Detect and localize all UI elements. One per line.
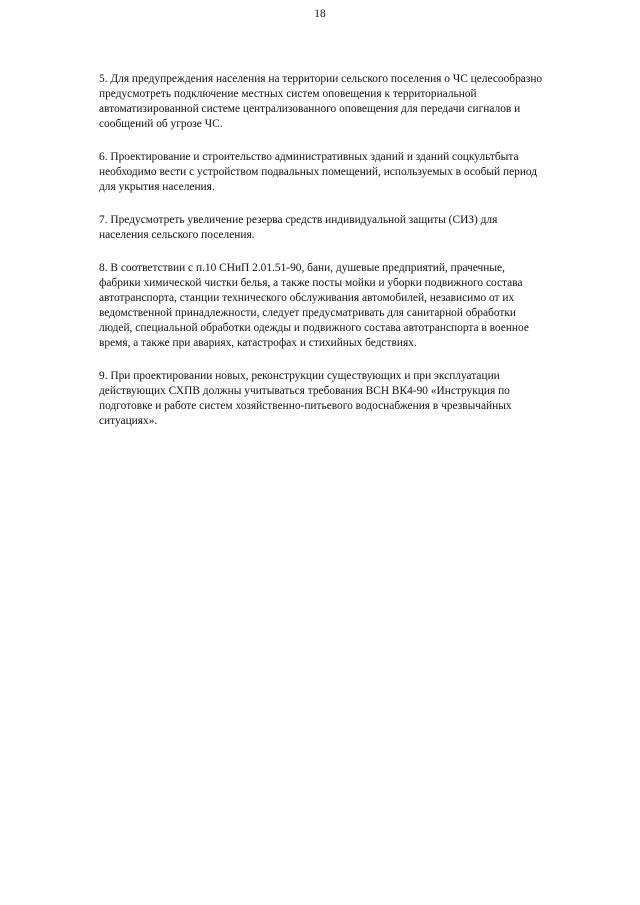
paragraph-item-7 <box>99 213 577 243</box>
text-line: фабрики химической чистки белья, а также посты мойки и уборки подвижного состава <box>99 277 523 289</box>
text-line: подготовке и работе систем хозяйственно-питьевого водоснабжения в чрезвычайных <box>99 400 512 412</box>
text-line: время, а также при авариях, катастрофах и стихийных бедствиях. <box>99 337 417 349</box>
text-line: 6. Проектирование и строительство административных зданий и зданий соцкультбыта <box>99 151 519 163</box>
paragraph-item-5 <box>99 72 577 132</box>
text-line: предусмотреть подключение местных систем оповещения к территориальной <box>99 88 477 100</box>
text-line: 7. Предусмотреть увеличение резерва средств индивидуальной защиты (СИЗ) для <box>99 214 498 226</box>
page-number: 18 <box>314 8 326 20</box>
document-body <box>99 72 577 447</box>
text-line: людей, специальной обработки одежды и подвижного состава автотранспорта в военное <box>99 322 529 334</box>
text-line: 8. В соответствии с п.10 СНиП 2.01.51-90, бани, душевые предприятий, прачечные, <box>99 262 505 274</box>
text-line: автотранспорта, станции технического обслуживания автомобилей, независимо от их <box>99 292 515 304</box>
text-line: автоматизированной системе централизованного оповещения для передачи сигналов и <box>99 103 521 115</box>
paragraph-item-8 <box>99 261 577 351</box>
paragraph-item-9 <box>99 369 577 429</box>
paragraph-item-6 <box>99 150 577 195</box>
text-line: ситуациях». <box>99 415 158 427</box>
text-line: населения сельского поселения. <box>99 229 255 241</box>
text-line: ведомственной принадлежности, следует предусматривать для санитарной обработки <box>99 307 516 319</box>
text-line: необходимо вести с устройством подвальных помещений, используемых в особый период <box>99 166 538 178</box>
text-line: 9. При проектировании новых, реконструкции существующих и при эксплуатации <box>99 370 500 382</box>
text-line: 5. Для предупреждения населения на территории сельского поселения о ЧС целесообразно <box>99 73 543 85</box>
text-line: сообщений об угрозе ЧС. <box>99 118 223 130</box>
text-line: для укрытия населения. <box>99 181 215 193</box>
text-line: действующих СХПВ должны учитываться требования ВСН ВК4-90 «Инструкция по <box>99 385 510 397</box>
